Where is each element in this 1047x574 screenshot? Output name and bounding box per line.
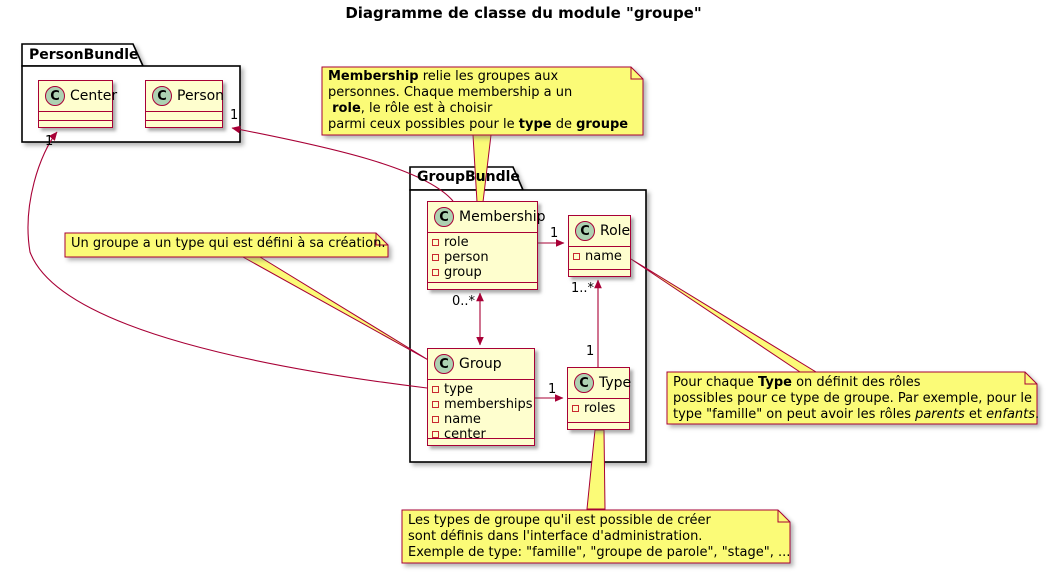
multiplicity-type-role-near-type: 1 bbox=[586, 344, 595, 359]
diagram-title: Diagramme de classe du module "groupe" bbox=[345, 4, 702, 22]
attribute-row bbox=[432, 427, 530, 438]
methods-compartment bbox=[39, 120, 112, 127]
class-person bbox=[145, 80, 223, 128]
class-icon: C bbox=[152, 86, 172, 106]
class-name: Type bbox=[599, 375, 632, 391]
class-name: Membership bbox=[459, 209, 546, 225]
note-line: Membership relie les groupes aux bbox=[328, 69, 559, 84]
note-line: role, le rôle est à choisir bbox=[332, 101, 493, 116]
attribute-row bbox=[432, 265, 533, 280]
edge-group-center bbox=[28, 132, 427, 388]
field-icon bbox=[432, 431, 439, 438]
attributes-compartment bbox=[568, 398, 629, 422]
note-type-roles bbox=[673, 375, 1039, 423]
class-icon: C bbox=[45, 86, 65, 106]
note-type-admin bbox=[408, 513, 790, 561]
class-group bbox=[427, 348, 535, 446]
multiplicity-group-center: 1 bbox=[45, 134, 54, 149]
attribute-name: person bbox=[444, 250, 489, 265]
class-type bbox=[567, 367, 630, 430]
class-name: Group bbox=[459, 356, 502, 372]
attributes-compartment bbox=[428, 379, 534, 438]
class-title bbox=[569, 216, 630, 246]
class-icon: C bbox=[434, 207, 454, 227]
attributes-compartment bbox=[39, 111, 112, 120]
note-line: possibles pour ce type de groupe. Par exemple, pour le bbox=[673, 391, 1032, 406]
note-line: type "famille" on peut avoir les rôles parents et enfants. bbox=[673, 407, 1040, 422]
class-icon: C bbox=[574, 373, 594, 393]
attribute-name: type bbox=[444, 382, 474, 397]
attribute-row bbox=[432, 250, 533, 265]
class-title bbox=[568, 368, 632, 398]
class-icon: C bbox=[575, 221, 595, 241]
field-icon bbox=[432, 269, 439, 276]
multiplicity-group-type: 1 bbox=[548, 382, 557, 397]
methods-compartment bbox=[428, 282, 537, 289]
note-line: Un groupe a un type qui est défini à sa création. bbox=[71, 236, 386, 251]
note-tail-group-creation bbox=[243, 257, 430, 361]
class-title bbox=[146, 81, 225, 111]
class-title bbox=[428, 349, 534, 379]
multiplicity-type-role-near-role: 1..* bbox=[571, 281, 595, 296]
note-membership bbox=[328, 69, 628, 133]
field-icon bbox=[432, 239, 439, 246]
attributes-compartment bbox=[146, 111, 222, 120]
attributes-compartment bbox=[428, 232, 537, 282]
class-role bbox=[568, 215, 631, 277]
field-icon bbox=[432, 416, 439, 423]
field-icon bbox=[432, 401, 439, 408]
attribute-row bbox=[432, 412, 530, 427]
attribute-row bbox=[432, 235, 533, 250]
methods-compartment bbox=[428, 438, 534, 445]
attribute-row bbox=[573, 249, 626, 264]
attribute-row bbox=[572, 401, 625, 416]
note-line: Les types de groupe qu'il est possible de créer bbox=[408, 513, 711, 528]
class-name: Person bbox=[177, 88, 225, 104]
class-title bbox=[39, 81, 118, 111]
attribute-name: name bbox=[444, 412, 481, 427]
note-line: sont définis dans l'interface d'administration. bbox=[408, 529, 703, 544]
class-center bbox=[38, 80, 118, 128]
note-line: personnes. Chaque membership a un bbox=[328, 85, 573, 100]
multiplicity-membership-group: 0..* bbox=[452, 294, 476, 309]
note-group-creation bbox=[71, 236, 386, 252]
attribute-name: role bbox=[444, 235, 469, 250]
package-label-person-bundle: PersonBundle bbox=[29, 47, 139, 63]
class-title bbox=[428, 202, 546, 232]
class-icon: C bbox=[434, 354, 454, 374]
methods-compartment bbox=[146, 120, 222, 127]
attribute-name: center bbox=[444, 427, 486, 438]
attribute-name: memberships bbox=[444, 397, 533, 412]
attribute-row bbox=[432, 397, 533, 412]
attribute-row bbox=[432, 382, 530, 397]
class-name: Role bbox=[600, 223, 631, 239]
class-membership bbox=[427, 201, 546, 290]
package-label-group-bundle: GroupBundle bbox=[417, 169, 520, 185]
multiplicity-membership-person: 1 bbox=[230, 108, 239, 123]
methods-compartment bbox=[569, 269, 630, 276]
class-name: Center bbox=[70, 88, 118, 104]
note-tail-type-roles bbox=[631, 259, 816, 372]
field-icon bbox=[572, 405, 579, 412]
field-icon bbox=[432, 254, 439, 261]
multiplicity-membership-role: 1 bbox=[550, 226, 559, 241]
attribute-name: name bbox=[585, 249, 622, 264]
note-line: Pour chaque Type on définit des rôles bbox=[673, 375, 921, 390]
note-line: Exemple de type: "famille", "groupe de parole", "stage", ... bbox=[408, 545, 791, 560]
attribute-name: group bbox=[444, 265, 482, 280]
field-icon bbox=[432, 386, 439, 393]
note-line: parmi ceux possibles pour le type de groupe bbox=[328, 117, 629, 132]
field-icon bbox=[573, 253, 580, 260]
attributes-compartment bbox=[569, 246, 630, 269]
methods-compartment bbox=[568, 422, 629, 429]
attribute-name: roles bbox=[584, 401, 616, 416]
